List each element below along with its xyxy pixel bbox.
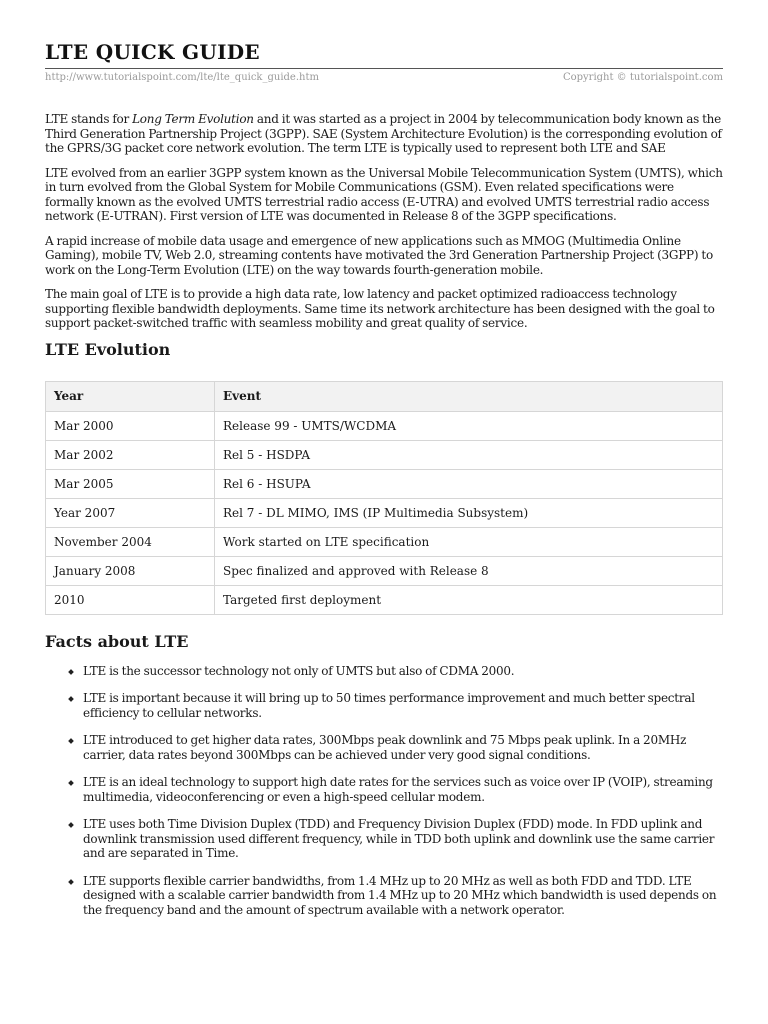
source-url: http://www.tutorialspoint.com/lte/lte_quick_guide.htm [45, 72, 319, 83]
main-content [45, 112, 725, 930]
intro-paragraph-3: A rapid increase of mobile data usage and emergence of new applications such as MMOG (Multimedia Online Gaming), mobile TV, Web 2.0, streaming contents have motivated the 3rd Generation Partnership Project (3GPP) to work on the Long-Term Evolution (LTE) on the way towards fourth-generation mobile. [45, 233, 713, 277]
intro-paragraph-4: The main goal of LTE is to provide a high data rate, low latency and packet optimized radioaccess technology supporting flexible bandwidth deployments. Same time its network architecture has been designed with the goal to support packet-switched traffic with seamless mobility and great quality of service. [45, 287, 715, 330]
column-header-event: Event [215, 382, 723, 412]
cell-year: January 2008 [46, 557, 215, 586]
table-row [46, 441, 723, 470]
intro-emphasis: Long Term Evolution [132, 112, 254, 126]
intro-paragraph-2: LTE evolved from an earlier 3GPP system known as the Universal Mobile Telecommunication System (UMTS), which in turn evolved from the Global System for Mobile Communications (GSM). Even related specifications were formally known as the evolved UMTS terrestrial radio access (E-UTRA) and evolved UMTS terrestrial radio access network (E-UTRAN). First version of LTE was documented in Release 8 of the 3GPP specifications. [45, 165, 723, 223]
column-header-year: Year [46, 382, 215, 412]
table-row [46, 412, 723, 441]
cell-year: Mar 2002 [46, 441, 215, 470]
list-item: LTE is important because it will bring up to 50 times performance improvement and much better spectral efficiency to cellular networks. [83, 691, 725, 720]
cell-event: Rel 7 - DL MIMO, IMS (IP Multimedia Subsystem) [215, 499, 723, 528]
table-row [46, 557, 723, 586]
intro-text-cont: and it was started as a project in 2004 by telecommunication body known as the Third Generation Partnership Project (3GPP). SAE (System Architecture Evolution) is the corresponding evolution of the GPRS/3G packet core network evolution. The term LTE is typically used to represent both LTE and SAE [45, 112, 722, 155]
list-item: LTE uses both Time Division Duplex (TDD) and Frequency Division Duplex (FDD) mode. In FDD uplink and downlink transmission used different frequency, while in TDD both uplink and downlink use the same carrier and are separated in Time. [83, 817, 725, 861]
evolution-table [45, 381, 723, 615]
list-item: LTE is the successor technology not only of UMTS but also of CDMA 2000. [83, 664, 725, 679]
table-row [46, 586, 723, 615]
cell-event: Rel 6 - HSUPA [215, 470, 723, 499]
table-row [46, 528, 723, 557]
list-item: LTE supports flexible carrier bandwidths, from 1.4 MHz up to 20 MHz as well as both FDD and TDD. LTE designed with a scalable carrier bandwidth from 1.4 MHz up to 20 MHz which bandwidth is used depends on the frequency band and the amount of spectrum available with a network operator. [83, 874, 725, 918]
cell-event: Work started on LTE specification [215, 528, 723, 557]
table-row [46, 499, 723, 528]
copyright-notice: Copyright © tutorialspoint.com [562, 72, 723, 83]
intro-paragraph-1 [45, 112, 725, 156]
list-item: LTE introduced to get higher data rates, 300Mbps peak downlink and 75 Mbps peak uplink. In a 20MHz carrier, data rates beyond 300Mbps can be achieved under very good signal conditions. [83, 733, 725, 762]
page-meta [45, 72, 723, 83]
cell-event: Rel 5 - HSDPA [215, 441, 723, 470]
cell-event: Spec finalized and approved with Release 8 [215, 557, 723, 586]
facts-heading: Facts about LTE [45, 632, 189, 651]
facts-list [45, 664, 725, 918]
cell-year: November 2004 [46, 528, 215, 557]
cell-year: Year 2007 [46, 499, 215, 528]
intro-text: LTE stands for [45, 112, 133, 126]
table-header-row [46, 382, 723, 412]
list-item: LTE is an ideal technology to support high date rates for the services such as voice over IP (VOIP), streaming multimedia, videoconferencing or even a high-speed cellular modem. [83, 775, 725, 804]
cell-event: Release 99 - UMTS/WCDMA [215, 412, 723, 441]
page-title: LTE QUICK GUIDE [45, 40, 260, 64]
table-row [46, 470, 723, 499]
cell-year: 2010 [46, 586, 215, 615]
cell-year: Mar 2000 [46, 412, 215, 441]
cell-event: Targeted first deployment [215, 586, 723, 615]
title-divider [45, 68, 723, 69]
evolution-heading: LTE Evolution [45, 339, 171, 359]
cell-year: Mar 2005 [46, 470, 215, 499]
